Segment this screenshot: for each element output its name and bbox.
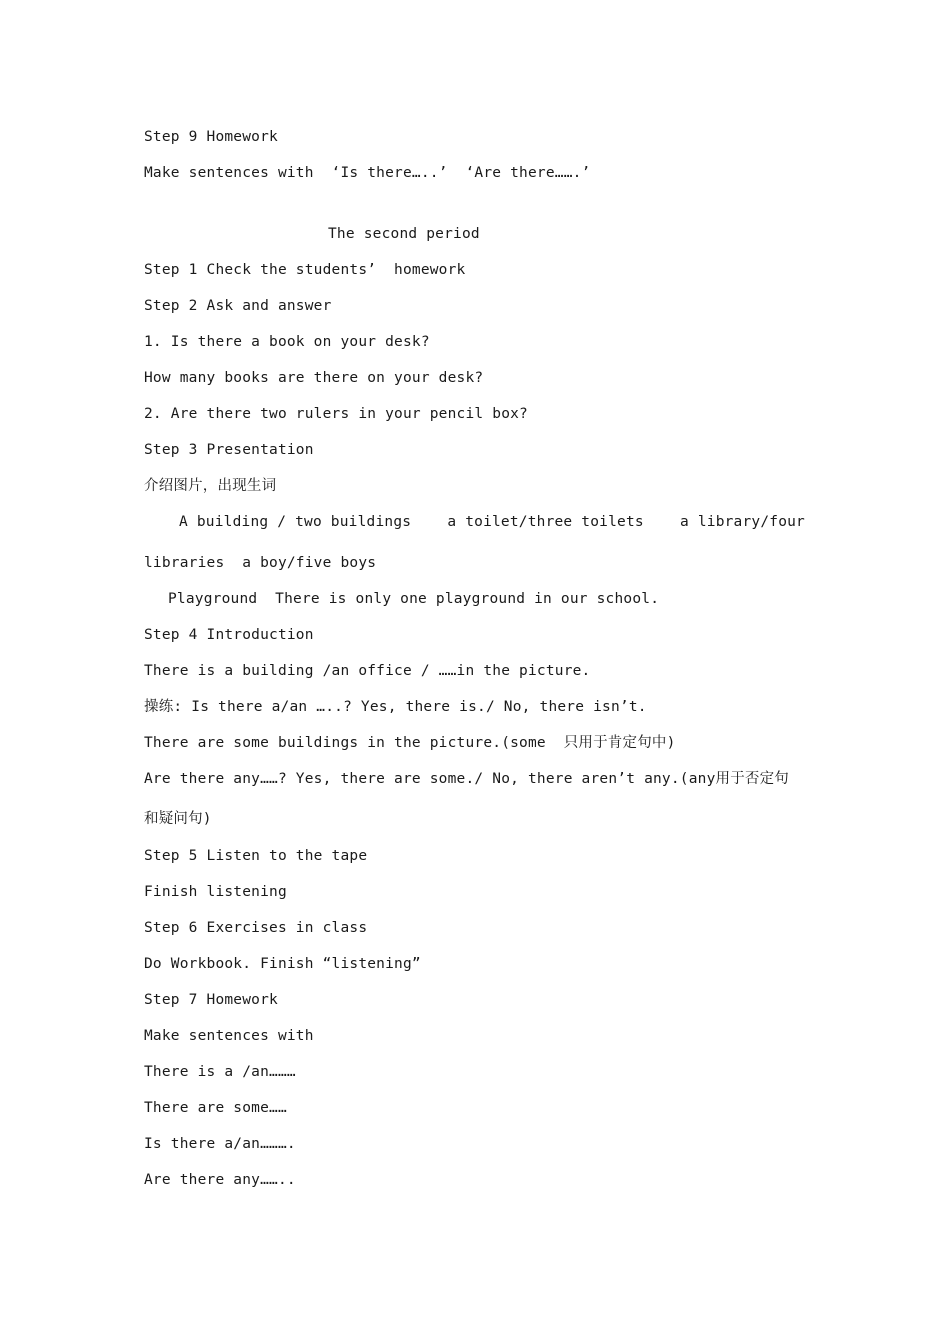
step4-heading: Step 4 Introduction (144, 627, 314, 643)
step4-sentence: There is a building /an office / ……in the picture. (144, 663, 591, 679)
period-title: The second period (328, 226, 480, 242)
any-usage-line-continued: 和疑问句) (144, 811, 212, 827)
question-2: 2. Are there two rulers in your pencil box? (144, 406, 528, 422)
step7-task: Make sentences with (144, 1028, 314, 1044)
step3-heading: Step 3 Presentation (144, 442, 314, 458)
question-1b: How many books are there on your desk? (144, 370, 484, 386)
any-usage-line: Are there any……? Yes, there are some./ No, there aren’t any.(any用于否定句 (144, 771, 790, 787)
step5-heading: Step 5 Listen to the tape (144, 848, 368, 864)
pattern-are-there: Are there any…….. (144, 1172, 296, 1188)
step5-task: Finish listening (144, 884, 287, 900)
step9-heading: Step 9 Homework (144, 129, 278, 145)
question-1: 1. Is there a book on your desk? (144, 334, 430, 350)
playground-line: Playground There is only one playground in our school. (168, 591, 660, 607)
step3-note: 介绍图片，出现生词 (144, 478, 277, 494)
step2-heading: Step 2 Ask and answer (144, 298, 332, 314)
step6-task: Do Workbook. Finish “listening” (144, 956, 421, 972)
vocab-row-continued: libraries a boy/five boys (144, 555, 377, 571)
pattern-there-is: There is a /an……… (144, 1064, 296, 1080)
step7-heading: Step 7 Homework (144, 992, 278, 1008)
pattern-is-there: Is there a/an………. (144, 1136, 296, 1152)
vocab-toilet: a toilet/three toilets (447, 514, 644, 530)
vocab-building: A building / two buildings (179, 514, 412, 530)
step9-task: Make sentences with ‘Is there…..’ ‘Are there…….’ (144, 165, 591, 181)
vocab-row (179, 512, 805, 532)
step1-heading: Step 1 Check the students’ homework (144, 262, 466, 278)
practice-line: 操练: Is there a/an …..? Yes, there is./ No, there isn’t. (144, 699, 647, 715)
vocab-library: a library/four (679, 514, 805, 530)
pattern-there-are: There are some…… (144, 1100, 287, 1116)
step6-heading: Step 6 Exercises in class (144, 920, 368, 936)
some-usage-line: There are some buildings in the picture.(some 只用于肯定句中) (144, 735, 676, 751)
